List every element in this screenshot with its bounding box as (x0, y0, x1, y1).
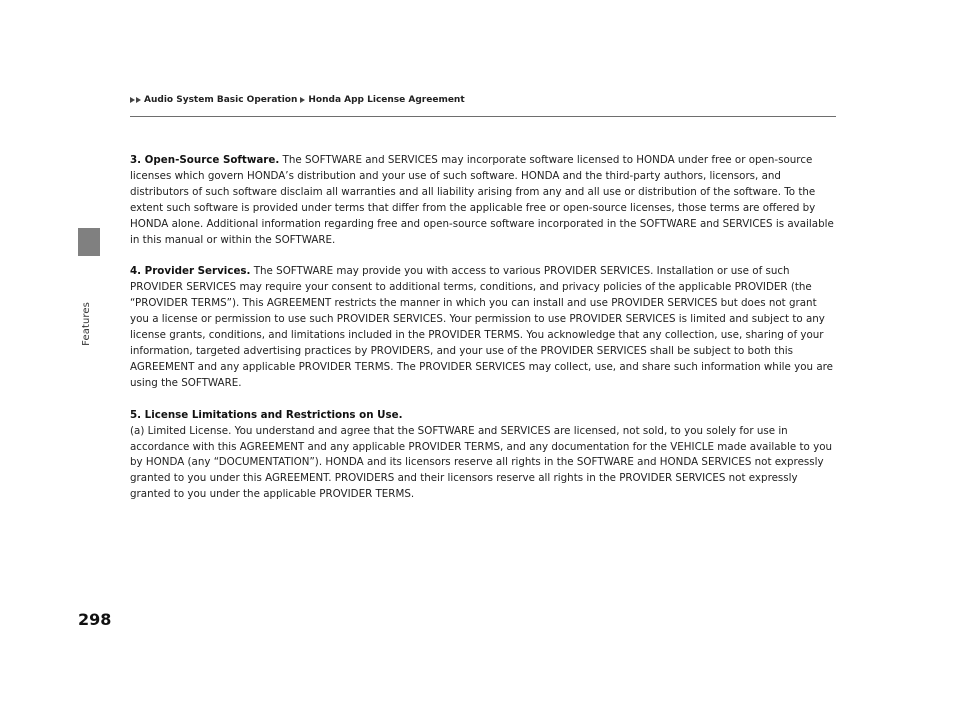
section-license-limitations (130, 408, 838, 503)
section-heading: 4. Provider Services. (130, 265, 251, 278)
breadcrumb-arrow-icon (136, 97, 141, 103)
section-tab-marker (78, 228, 100, 256)
section-heading: 3. Open-Source Software. (130, 154, 280, 166)
section-body: (a) Limited License. You understand and agree that the SOFTWARE and SERVICES are licensed, not sold, to you solely for use in accordance with this AGREEMENT and any applicable PROVIDER TERMS, and any documentation for the VEHICLE made available to you by HONDA (any “DOCUMENTATION”). HONDA and its licensors reserve all rights in the SOFTWARE and HONDA SERVICES not expressly granted to you under this AGREEMENT. PROVIDERS and their licensors reserve all rights in the PROVIDER SERVICES not expressly granted to you under the applicable PROVIDER TERMS. (130, 424, 833, 501)
section-open-source (130, 153, 838, 248)
breadcrumb-arrow-icon (130, 97, 135, 103)
breadcrumb (130, 95, 465, 105)
header-divider (130, 116, 836, 117)
page-number: 298 (78, 610, 112, 629)
section-label: Features (81, 302, 92, 346)
section-heading: 5. License Limitations and Restrictions on Use. (130, 408, 403, 421)
section-body: The SOFTWARE and SERVICES may incorporate software licensed to HONDA under free or open-source licenses which govern HONDA’s distribution and your use of such software. HONDA and the third-party authors, licensors, and distributors of such software disclaim all warranties and all liability arising from any and all use or distribution of the software. To the extent such software is provided under terms that differ from the applicable free or open-source licenses, those terms are offered by HONDA alone. Additional information regarding free and open-source software incorporated in the SOFTWARE and SERVICES is available in this manual or within the SOFTWARE. (130, 154, 834, 246)
breadcrumb-arrow-icon (300, 97, 305, 103)
section-body: The SOFTWARE may provide you with access to various PROVIDER SERVICES. Installation or use of such PROVIDER SERVICES may require your consent to additional terms, conditions, and privacy policies of the applicable PROVIDER (the “PROVIDER TERMS”). This AGREEMENT restricts the manner in which you can install and use PROVIDER SERVICES but does not grant you a license or permission to use such PROVIDER SERVICES. Your permission to use PROVIDER SERVICES is limited and subject to any license grants, conditions, and limitations included in the PROVIDER TERMS. You acknowledge that any collection, use, sharing of your information, targeted advertising practices by PROVIDERS, and your use of the PROVIDER SERVICES shall be subject to both this AGREEMENT and any applicable PROVIDER TERMS. The PROVIDER SERVICES may collect, use, and share such information while you are using the SOFTWARE. (130, 265, 833, 389)
page-content (130, 153, 838, 519)
section-provider-services (130, 264, 838, 391)
breadcrumb-item[interactable]: Audio System Basic Operation (144, 95, 298, 105)
breadcrumb-item[interactable]: Honda App License Agreement (308, 95, 465, 105)
